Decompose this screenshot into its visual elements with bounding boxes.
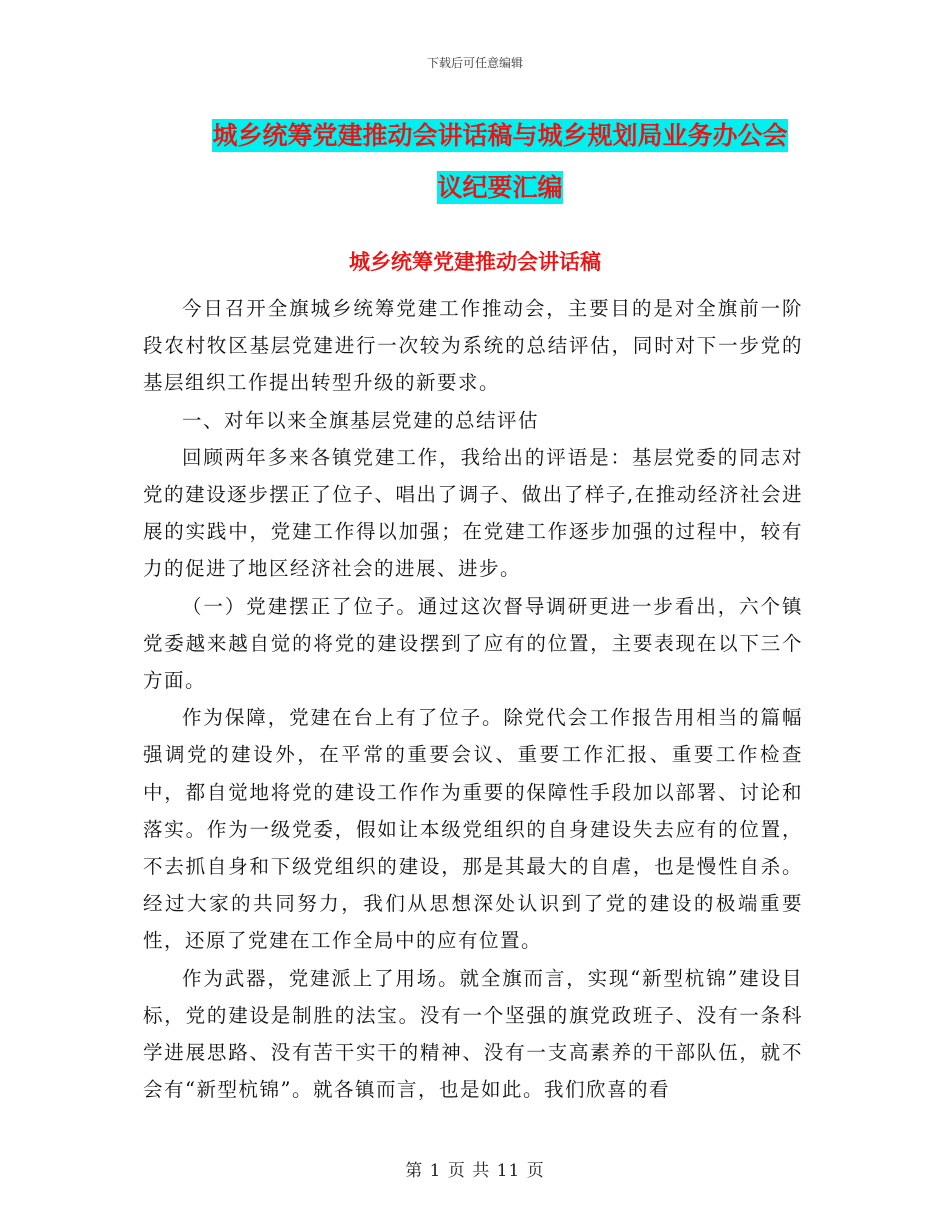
header-note: 下载后可任意编辑 [426, 56, 523, 70]
section-title: 城乡统筹党建推动会讲话稿 [349, 250, 601, 274]
page-number: 第 1 页 共 11 页 [405, 1161, 545, 1181]
body-text [143, 290, 803, 1108]
paragraph: 作为武器，党建派上了用场。就全旗而言，实现“新型杭锦”建设目标，党的建设是制胜的法宝。没有一个坚强的旗党政班子、没有一条科学进展思路、没有苦干实干的精神、没有一支高素养的干部队伍，就不会有“新型杭锦”。就各镇而言，也是如此。我们欣喜的看 [143, 966, 803, 1102]
document-title-line-2: 议纪要汇编 [437, 173, 563, 202]
paragraph: 今日召开全旗城乡统筹党建工作推动会，主要目的是对全旗前一阶段农村牧区基层党建进行一次较为系统的总结评估，同时对下一步党的基层组织工作提出转型升级的新要求。 [143, 297, 803, 395]
paragraph: （一）党建摆正了位子。通过这次督导调研更进一步看出，六个镇党委越来越自觉的将党的建设摆到了应有的位置，主要表现在以下三个方面。 [143, 594, 803, 693]
document-title-line-1: 城乡统筹党建推动会讲话稿与城乡规划局业务办公会 [212, 121, 788, 150]
paragraph: 回顾两年多来各镇党建工作，我给出的评语是：基层党委的同志对党的建设逐步摆正了位子、唱出了调子、做出了样子,在推动经济社会进展的实践中，党建工作得以加强；在党建工作逐步加强的过程中，较有力的促进了地区经济社会的进展、进步。 [143, 445, 803, 581]
document-title [150, 110, 850, 214]
paragraph: 一、对年以来全旗基层党建的总结评估 [182, 408, 540, 432]
paragraph: 作为保障，党建在台上有了位子。除党代会工作报告用相当的篇幅强调党的建设外，在平常的重要会议、重要工作汇报、重要工作检查中，都自觉地将党的建设工作作为重要的保障性手段加以部署、讨论和落实。作为一级党委，假如让本级党组织的自身建设失去应有的位置，不去抓自身和下级党组织的建设，那是其最大的自虐，也是慢性自杀。经过大家的共同努力，我们从思想深处认识到了党的建设的极端重要性，还原了党建在工作全局中的应有位置。 [143, 706, 803, 953]
